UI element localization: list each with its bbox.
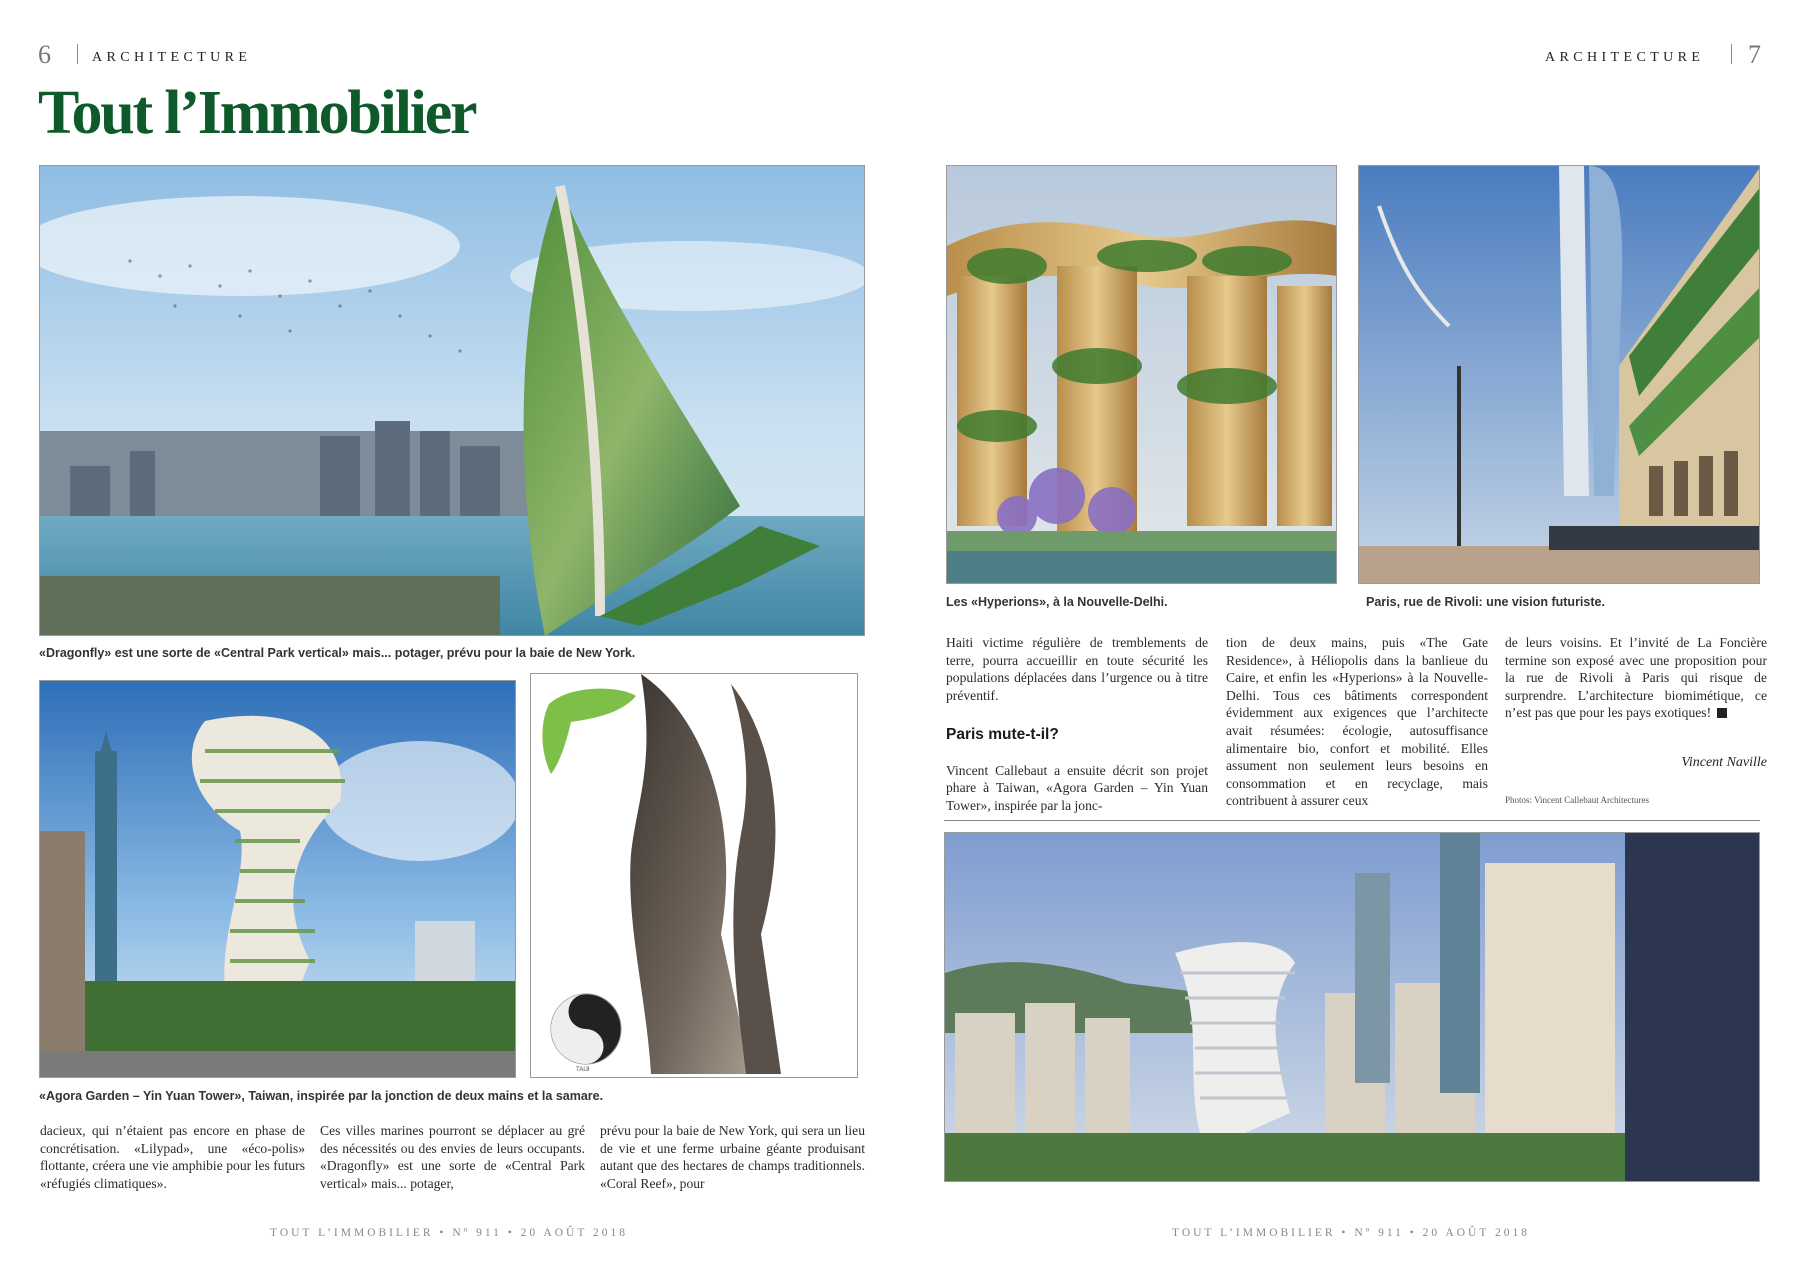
footer-left: TOUT L’IMMOBILIER • Nº 911 • 20 AOÛT 2018 — [270, 1227, 629, 1239]
body-text: dacieux, qui n’étaient pas encore en phase de concrétisation. «Lilypad», une «éco-polis» flottante, créera une vie amphibie pour les futurs «réfugiés climatiques». — [40, 1123, 305, 1191]
dragonfly-photo — [39, 165, 865, 636]
body-text: Vincent Callebaut a ensuite décrit son projet phare à Taiwan, «Agora Garden – Yin Yuan Tower», inspirée par la jonc- — [946, 762, 1208, 814]
body-text: Ces villes marines pourront se déplacer au gré des nécessités ou des envies de leurs occupants. «Dragonfly» est une sorte de «Central Park vertical» mais... potager, — [320, 1123, 585, 1191]
body-text: tion de deux mains, puis «The Gate Residence», à Héliopolis dans la banlieue du Caire, et enfin les «Hyperions» à la Nouvelle-Delhi. Tous ces bâtiments correspondent évidemment aux exigences que l’architecte avait résumées: écologie, autosuffisance alimentaire bio, confort et mobilité. Elles assument non seulement leurs besoins en consommation et en recyclage, mais contribuent à assurer ceux — [1226, 635, 1488, 809]
rivoli-photo — [1358, 165, 1760, 584]
page-number-right: 7 — [1748, 40, 1761, 69]
taiji-label: TAIJI — [576, 1067, 590, 1073]
section-label-right: ARCHITECTURE — [1545, 50, 1705, 65]
body-column-left-2 — [320, 1122, 585, 1192]
publication-title: Tout l’Immobilier — [38, 79, 476, 147]
body-text: prévu pour la baie de New York, qui sera un lieu de vie et une ferme urbaine géante produisant autant que des hectares de champs traditionnels. «Coral Reef», pour — [600, 1123, 865, 1191]
body-column-right-3 — [1505, 634, 1767, 722]
footer-right: TOUT L’IMMOBILIER • Nº 911 • 20 AOÛT 2018 — [1172, 1227, 1531, 1239]
page-number-left: 6 — [38, 40, 51, 69]
body-column-left-1 — [40, 1122, 305, 1192]
end-of-article-mark — [1717, 708, 1727, 718]
section-rule — [944, 820, 1760, 821]
body-column-right-2 — [1226, 634, 1488, 810]
body-text: Haiti victime régulière de tremblements de terre, pourra accueillir en toute sécurité les populations déplacées dans l’urgence ou à titre préventif. — [946, 635, 1208, 703]
hyperions-photo — [946, 165, 1337, 584]
author-byline: Vincent Naville — [1681, 755, 1767, 770]
header-divider — [1731, 44, 1732, 64]
agora-garden-photo — [39, 680, 516, 1078]
taipei-skyline-photo — [944, 832, 1760, 1182]
header-divider — [77, 44, 78, 64]
photo-credit: Photos: Vincent Callebaut Architectures — [1505, 795, 1650, 805]
section-label-left: ARCHITECTURE — [92, 50, 252, 65]
body-column-right-1 — [946, 634, 1208, 815]
dragonfly-caption: «Dragonfly» est une sorte de «Central Park vertical» mais... potager, prévu pour la baie de New York. — [39, 646, 636, 660]
agora-caption: «Agora Garden – Yin Yuan Tower», Taiwan, inspirée par la jonction de deux mains et la samare. — [39, 1089, 604, 1103]
subheading: Paris mute-t-il? — [946, 726, 1059, 744]
body-text: de leurs voisins. Et l’invité de La Foncière termine son exposé avec une proposition pour la rue de Rivoli à Paris qui risque de surprendre. L’architecture biomimétique, ce n’est pas que pour les pays exotiques! — [1505, 635, 1767, 721]
body-column-left-3 — [600, 1122, 865, 1192]
hyperions-caption: Les «Hyperions», à la Nouvelle-Delhi. — [946, 595, 1168, 609]
hands-concept-photo — [530, 673, 858, 1078]
rivoli-caption: Paris, rue de Rivoli: une vision futuriste. — [1366, 595, 1605, 609]
